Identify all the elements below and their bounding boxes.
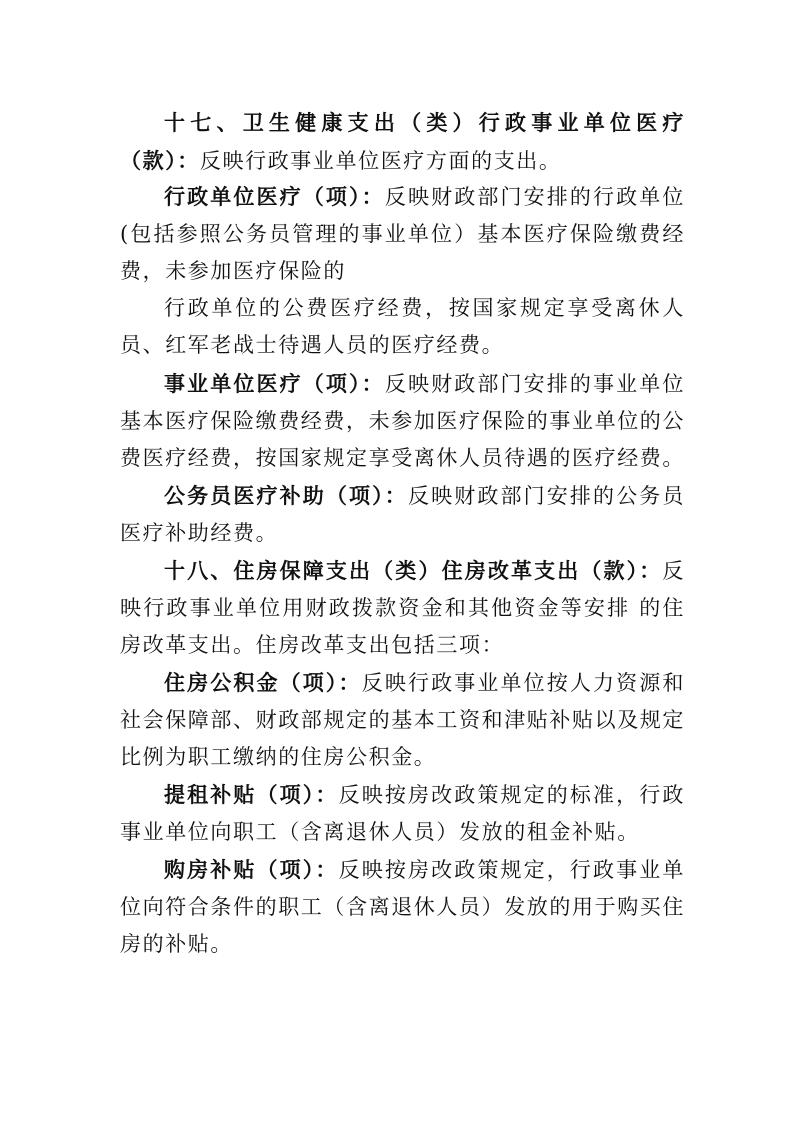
public-medical-paragraph: [120, 290, 685, 364]
institution-medical-body: 反映财政部门安排的事业单位基本医疗保险缴费经费，未参加医疗保险的事业单位的公费医疗经费，按国家规定享受离休人员待遇的医疗经费。: [120, 372, 685, 470]
civil-servant-subsidy-paragraph: [120, 477, 685, 552]
admin-unit-medical-paragraph: [120, 178, 685, 290]
housing-fund-paragraph: [120, 664, 685, 776]
section-18-body: 反映行政事业单位用财政拨款资金和其他资金等安排 的住房改革支出。住房改革支出包括三项：: [120, 559, 685, 657]
admin-unit-medical-heading: 行政单位医疗（项）：: [164, 184, 385, 209]
rent-subsidy-heading: 提租补贴（项）：: [164, 782, 339, 807]
housing-fund-heading: 住房公积金（项）：: [164, 670, 362, 695]
section-17-body: 反映行政事业单位医疗方面的支出。: [199, 149, 562, 173]
section-17-heading: 十七、卫生健康支出（类）行政事业单位医疗（款）：: [120, 110, 685, 173]
section-17-paragraph: [120, 104, 685, 180]
purchase-subsidy-heading: 购房补贴（项）：: [164, 857, 339, 882]
section-18-heading: 十八、住房保障支出（类）住房改革支出（款）：: [164, 558, 663, 583]
purchase-subsidy-paragraph: [120, 851, 685, 963]
rent-subsidy-paragraph: [120, 776, 685, 851]
institution-medical-paragraph: [120, 365, 685, 477]
rent-subsidy-body: 反映按房改政策规定的标准，行政事业单位向职工（含离退休人员）发放的租金补贴。: [120, 783, 685, 844]
admin-unit-medical-body: 反映财政部门安排的行政单位(包括参照公务员管理的事业单位）基本医疗保险缴费经费，未参加医疗保险的: [120, 185, 685, 283]
housing-fund-body: 反映行政事业单位按人力资源和社会保障部、财政部规定的基本工资和津贴补贴以及规定比例为职工缴纳的住房公积金。: [120, 671, 685, 769]
civil-servant-subsidy-body: 反映财政部门安排的公务员医疗补助经费。: [120, 484, 685, 545]
civil-servant-subsidy-heading: 公务员医疗补助（项）：: [164, 483, 408, 508]
public-medical-body: 行政单位的公费医疗经费，按国家规定享受离休人员、红军老战士待遇人员的医疗经费。: [120, 296, 685, 357]
section-18-paragraph: [120, 552, 685, 664]
purchase-subsidy-body: 反映按房改政策规定，行政事业单位向符合条件的职工（含离退休人员）发放的用于购买住房的补贴。: [120, 858, 685, 956]
institution-medical-heading: 事业单位医疗（项）：: [164, 371, 385, 396]
